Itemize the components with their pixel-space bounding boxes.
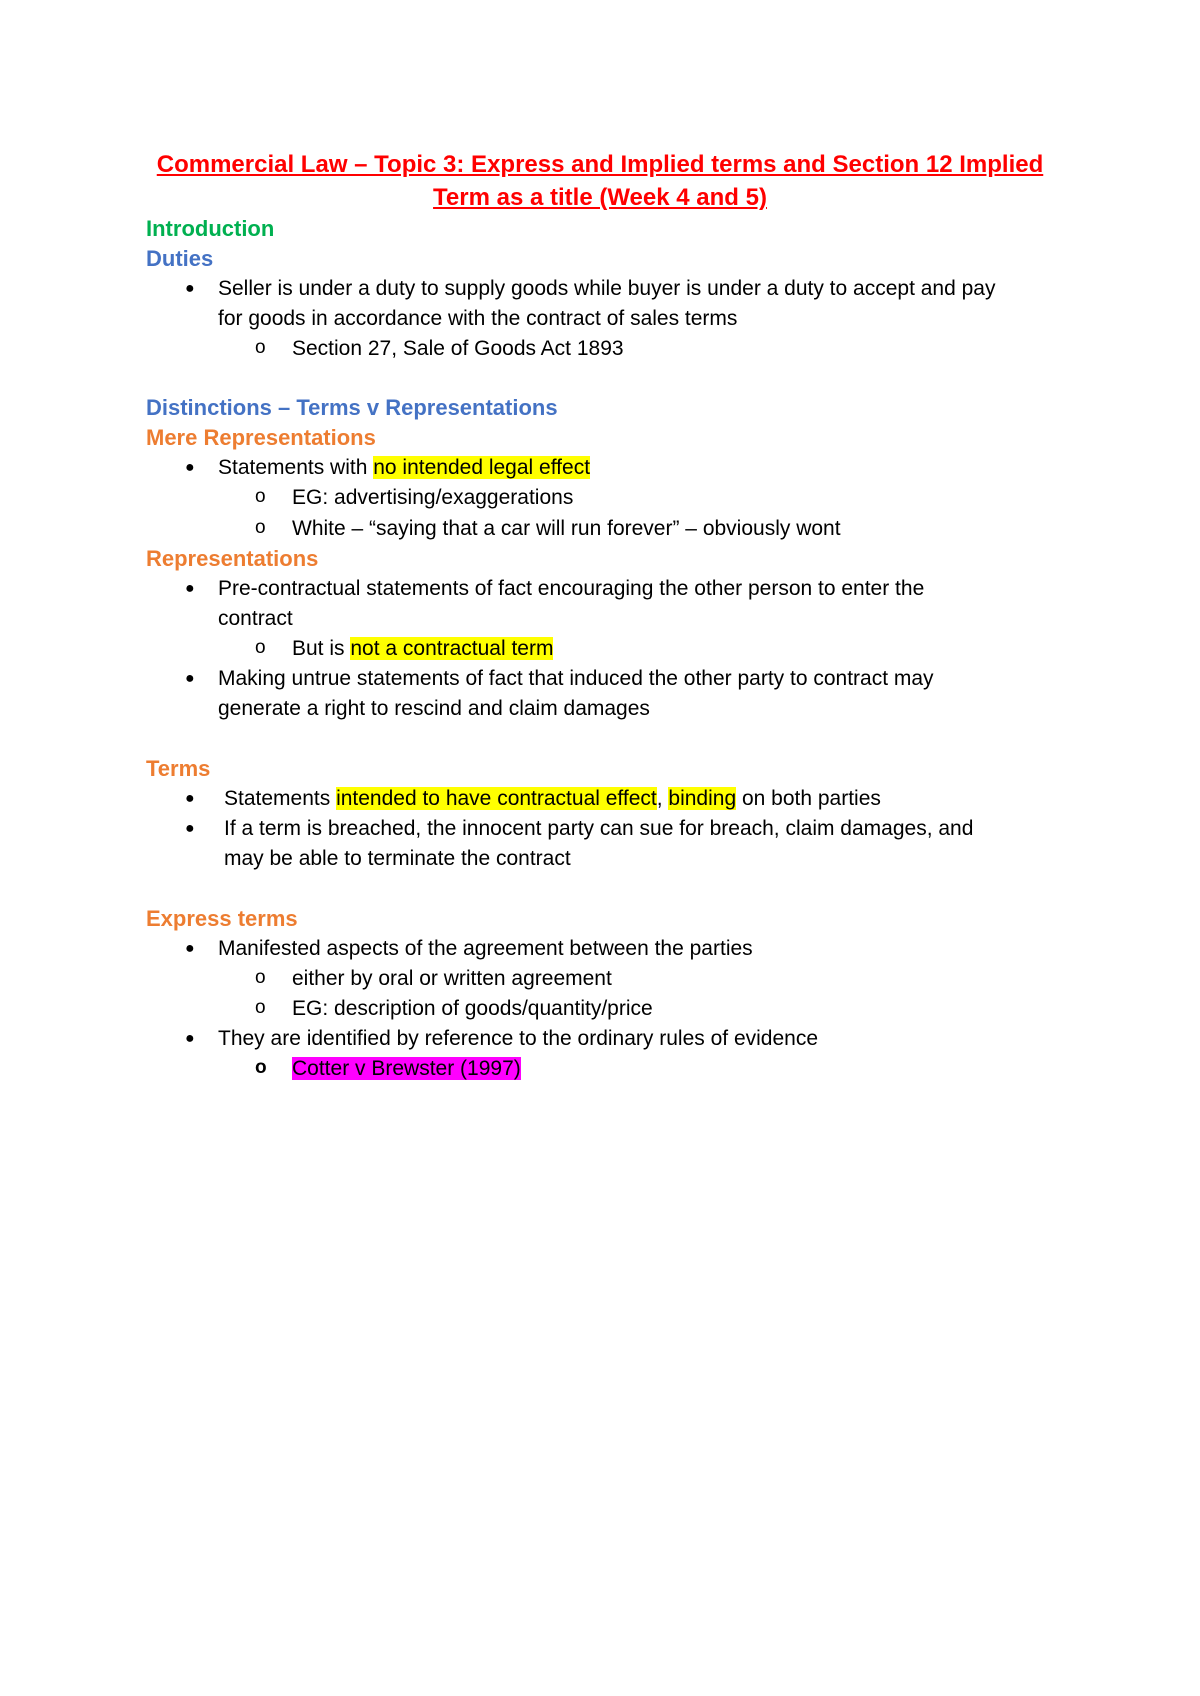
- bullet-item: [185, 1024, 1200, 1054]
- bullet-item: [185, 664, 1200, 694]
- bullet-dot-icon: ●: [185, 820, 195, 837]
- bullet-text: Manifested aspects of the agreement between the parties: [218, 937, 753, 960]
- bullet-item: [185, 453, 1200, 483]
- sub-bullet-item: [255, 634, 1200, 664]
- sub-bullet-item: [255, 483, 1200, 513]
- heading-representations: Representations: [146, 546, 319, 571]
- sub-bullet-text: But is: [292, 637, 351, 660]
- bullet-dot-icon: ●: [185, 940, 195, 957]
- sub-bullet-text: White – “saying that a car will run forever” – obviously wont: [292, 517, 841, 540]
- bullet-text: Making untrue statements of fact that induced the other party to contract may: [218, 667, 934, 690]
- bullet-item: [185, 784, 1200, 814]
- bullet-text: Pre-contractual statements of fact encouraging the other person to enter the: [218, 577, 925, 600]
- heading-introduction: Introduction: [146, 216, 275, 241]
- bullet-continuation: may be able to terminate the contract: [224, 847, 571, 870]
- bullet-continuation: contract: [218, 607, 293, 630]
- bullet-dot-icon: ●: [185, 459, 195, 476]
- case-citation: Cotter v Brewster (1997): [292, 1057, 521, 1080]
- heading-terms: Terms: [146, 756, 211, 781]
- page-title: [120, 148, 1080, 214]
- bullet-text: They are identified by reference to the ordinary rules of evidence: [218, 1027, 819, 1050]
- circle-bullet-icon: o: [255, 637, 266, 658]
- bullet-dot-icon: ●: [185, 580, 195, 597]
- bullet-item: [185, 814, 1200, 844]
- bullet-text: If a term is breached, the innocent party can sue for breach, claim damages, and: [224, 817, 974, 840]
- sub-bullet-item: [255, 964, 1200, 994]
- sub-bullet-text: EG: advertising/exaggerations: [292, 486, 574, 509]
- highlighted-text: intended to have contractual effect: [336, 787, 657, 810]
- circle-bullet-icon: o: [255, 1057, 267, 1078]
- sub-bullet-text: EG: description of goods/quantity/price: [292, 997, 653, 1020]
- title-line-2: Term as a title (Week 4 and 5): [433, 184, 767, 211]
- circle-bullet-icon: o: [255, 967, 266, 988]
- sub-bullet-text: Section 27, Sale of Goods Act 1893: [292, 337, 624, 360]
- bullet-text: ,: [656, 787, 669, 810]
- heading-express-terms: Express terms: [146, 906, 298, 931]
- bullet-dot-icon: ●: [185, 1030, 195, 1047]
- highlighted-text: not a contractual term: [350, 637, 554, 660]
- highlighted-text: binding: [668, 787, 737, 810]
- bullet-item: [185, 574, 1200, 604]
- circle-bullet-icon: o: [255, 997, 266, 1018]
- circle-bullet-icon: o: [255, 486, 266, 507]
- heading-mere-representations: Mere Representations: [146, 425, 376, 450]
- sub-bullet-item: [255, 994, 1200, 1024]
- bullet-dot-icon: ●: [185, 280, 195, 297]
- bullet-dot-icon: ●: [185, 790, 195, 807]
- sub-bullet-item: [255, 1054, 1200, 1084]
- sub-bullet-item: [255, 334, 1200, 364]
- title-line-1: Commercial Law – Topic 3: Express and Implied terms and Section 12 Implied: [156, 151, 1044, 178]
- bullet-text: Statements with: [218, 456, 374, 479]
- circle-bullet-icon: o: [255, 337, 266, 358]
- bullet-text: on both parties: [736, 787, 881, 810]
- highlighted-text: no intended legal effect: [373, 456, 591, 479]
- circle-bullet-icon: o: [255, 517, 266, 538]
- sub-bullet-text: either by oral or written agreement: [292, 967, 612, 990]
- bullet-item: [185, 274, 1200, 304]
- bullet-dot-icon: ●: [185, 670, 195, 687]
- heading-duties: Duties: [146, 246, 214, 271]
- sub-bullet-item: [255, 514, 1200, 544]
- bullet-continuation: for goods in accordance with the contract of sales terms: [218, 307, 738, 330]
- bullet-text: Seller is under a duty to supply goods while buyer is under a duty to accept and pay: [218, 277, 996, 300]
- bullet-continuation: generate a right to rescind and claim damages: [218, 697, 650, 720]
- bullet-text: Statements: [224, 787, 337, 810]
- bullet-item: [185, 934, 1200, 964]
- heading-distinctions: Distinctions – Terms v Representations: [146, 395, 558, 420]
